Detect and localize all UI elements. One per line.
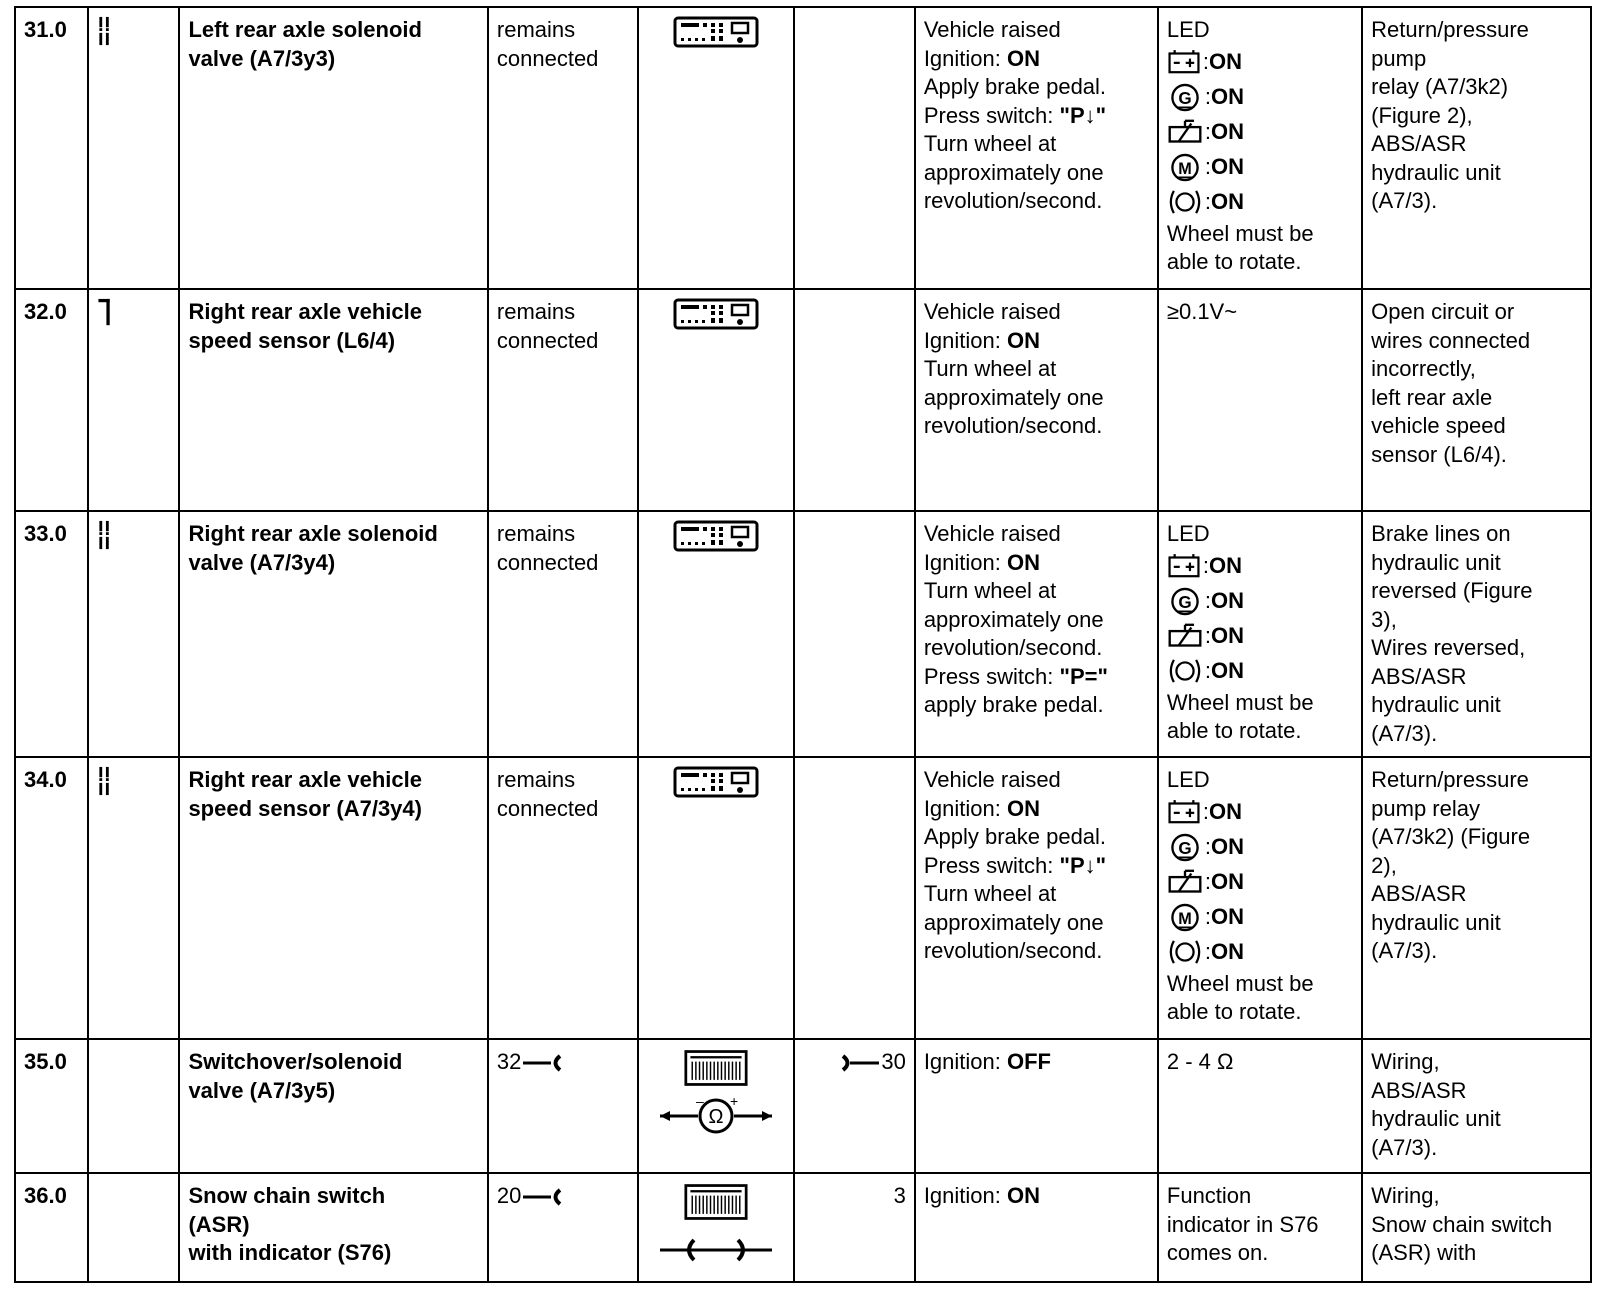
step-number xyxy=(15,757,88,1039)
right-pin xyxy=(841,1049,905,1074)
possible-cause xyxy=(1362,289,1591,511)
nominal-value xyxy=(1158,7,1362,289)
condition-line xyxy=(924,909,1149,938)
led-note-line: able to rotate. xyxy=(1166,718,1302,743)
step-number xyxy=(15,1173,88,1282)
test-type-cell xyxy=(88,1039,180,1173)
table-row xyxy=(15,511,1591,757)
step-number xyxy=(15,511,88,757)
led-status: ON xyxy=(1211,587,1245,613)
condition-line xyxy=(924,823,1149,852)
led-indicator-row: : ON xyxy=(1167,150,1353,185)
led-status: ON xyxy=(1211,188,1245,214)
condition-emphasis: "P↓" xyxy=(1059,852,1107,878)
left-pin-number: 32 xyxy=(496,1049,522,1074)
value-line: indicator in S76 xyxy=(1166,1211,1319,1237)
component-name xyxy=(179,1173,487,1282)
condition-emphasis: ON xyxy=(1006,45,1040,71)
cause-line: Wiring, xyxy=(1371,1183,1440,1208)
led-status: ON xyxy=(1211,833,1245,859)
connection-cell xyxy=(488,511,638,757)
step-number-text: 33.0 xyxy=(24,521,67,546)
component-line: (ASR) xyxy=(188,1211,250,1237)
cause-line: pump xyxy=(1371,45,1427,71)
motor-icon xyxy=(1167,152,1203,183)
led-note-line: Wheel must be xyxy=(1166,220,1314,246)
cause-line: incorrectly, xyxy=(1371,356,1476,381)
component-line: speed sensor (L6/4) xyxy=(188,327,396,353)
cause-line: hydraulic unit xyxy=(1371,909,1501,935)
condition-text: Ignition: xyxy=(923,1183,1007,1208)
cause-line: (Figure 2), xyxy=(1371,102,1473,128)
component-line: speed sensor (A7/3y4) xyxy=(188,795,422,821)
relay-icon xyxy=(1167,623,1203,650)
condition-text: Turn wheel at xyxy=(923,881,1057,906)
left-pin xyxy=(497,1049,563,1074)
nominal-value xyxy=(1158,289,1362,511)
cause-line: (A7/3). xyxy=(1371,1134,1438,1160)
led-indicator-row: : ON xyxy=(1167,584,1353,619)
led-status: ON xyxy=(1211,903,1245,929)
condition-line xyxy=(924,577,1149,606)
component-line: valve (A7/3y4) xyxy=(188,549,336,575)
cause-line: 3), xyxy=(1371,606,1397,632)
tester-icon xyxy=(673,520,759,552)
condition-text: Ignition: xyxy=(923,549,1007,575)
cause-line: reversed (Figure xyxy=(1371,578,1533,603)
condition-text: Press switch: xyxy=(923,102,1060,128)
condition-text: Vehicle raised xyxy=(923,521,1061,546)
battery-icon xyxy=(1167,553,1201,579)
ohmmeter-icon xyxy=(658,1096,774,1136)
component-line: Right rear axle vehicle xyxy=(188,299,422,324)
step-number xyxy=(15,1039,88,1173)
continuity-icon xyxy=(658,1230,774,1270)
condition-line xyxy=(924,298,1149,327)
led-title: LED xyxy=(1166,521,1210,546)
value-text: ≥0.1V~ xyxy=(1166,299,1238,324)
connection-cell xyxy=(488,7,638,289)
battery-icon xyxy=(1167,799,1201,825)
cause-line: ABS/ASR xyxy=(1371,1077,1467,1103)
led-status: ON xyxy=(1211,118,1245,144)
wheel-icon xyxy=(1167,657,1203,685)
nominal-value xyxy=(1158,757,1362,1039)
condition-text: Turn wheel at xyxy=(923,356,1057,381)
tester-cell xyxy=(638,757,794,1039)
value-text: 2 - 4 Ω xyxy=(1166,1049,1234,1074)
condition-text: approximately one xyxy=(923,384,1104,410)
possible-cause xyxy=(1362,7,1591,289)
component-line: valve (A7/3y5) xyxy=(188,1077,336,1103)
component-name xyxy=(179,1039,487,1173)
step-number xyxy=(15,289,88,511)
wheel-icon xyxy=(1167,938,1203,966)
nominal-value xyxy=(1158,511,1362,757)
connector-corner-icon xyxy=(97,298,113,328)
table-body xyxy=(15,7,1591,1282)
right-pin-cell xyxy=(794,511,915,757)
condition-line xyxy=(924,384,1149,413)
condition-text: Ignition: xyxy=(923,327,1007,353)
led-status: ON xyxy=(1211,938,1245,964)
condition-text: Apply brake pedal. xyxy=(923,824,1107,849)
tester-cell xyxy=(638,1173,794,1282)
condition-text: Vehicle raised xyxy=(923,299,1061,324)
connection-cell xyxy=(488,1173,638,1282)
condition-line xyxy=(924,937,1149,966)
tester-cell xyxy=(638,7,794,289)
condition-text: Ignition: xyxy=(923,45,1007,71)
svg-text:Ω: Ω xyxy=(708,1105,724,1128)
condition-line xyxy=(924,1048,1149,1077)
component-line: Switchover/solenoid xyxy=(188,1049,403,1074)
step-number-text: 31.0 xyxy=(24,17,67,42)
led-indicator-row: : ON xyxy=(1167,549,1353,584)
cause-line: Wiring, xyxy=(1371,1049,1440,1074)
cause-line: (A7/3). xyxy=(1371,720,1438,746)
step-number xyxy=(15,7,88,289)
connection-line: connected xyxy=(496,327,599,353)
connection-line: remains xyxy=(496,17,576,42)
tester-icon xyxy=(673,16,759,48)
cause-line: (ASR) with xyxy=(1371,1240,1477,1265)
table-row xyxy=(15,1173,1591,1282)
condition-text: revolution/second. xyxy=(923,413,1103,438)
nominal-value xyxy=(1158,1173,1362,1282)
condition-text: Ignition: xyxy=(923,795,1007,821)
cause-line: Snow chain switch xyxy=(1371,1211,1553,1237)
led-indicator-row: : ON xyxy=(1167,900,1353,935)
generator-icon xyxy=(1167,586,1203,617)
condition-emphasis: ON xyxy=(1006,1183,1040,1208)
test-type-cell xyxy=(88,511,180,757)
condition-text: revolution/second. xyxy=(923,938,1103,963)
cause-line: Wires reversed, xyxy=(1371,635,1526,660)
right-pin-cell xyxy=(794,1173,915,1282)
component-line: with indicator (S76) xyxy=(188,1240,392,1265)
condition-text: Turn wheel at xyxy=(923,578,1057,603)
probe-left-icon xyxy=(523,1188,563,1206)
tester-cell xyxy=(638,289,794,511)
cause-line: Return/pressure xyxy=(1371,17,1529,42)
cause-line: relay (A7/3k2) xyxy=(1371,74,1509,99)
led-title: LED xyxy=(1166,17,1210,42)
right-pin-number: 30 xyxy=(881,1049,906,1074)
cause-line: pump relay xyxy=(1371,795,1480,821)
condition-text: Press switch: xyxy=(923,663,1060,689)
test-conditions xyxy=(915,1173,1158,1282)
tester-cell xyxy=(638,511,794,757)
cause-line: sensor (L6/4). xyxy=(1371,441,1507,467)
value-line: Function xyxy=(1166,1183,1252,1208)
condition-line xyxy=(924,412,1149,441)
connection-line: connected xyxy=(496,45,599,71)
condition-line xyxy=(924,102,1149,131)
possible-cause xyxy=(1362,1173,1591,1282)
connector-split-icon xyxy=(97,520,113,550)
table-row xyxy=(15,7,1591,289)
condition-emphasis: "P↓" xyxy=(1059,102,1107,128)
possible-cause xyxy=(1362,1039,1591,1173)
tester-cell xyxy=(638,1039,794,1173)
relay-icon xyxy=(1167,869,1203,896)
condition-line xyxy=(924,520,1149,549)
condition-line xyxy=(924,795,1149,824)
component-name xyxy=(179,7,487,289)
led-indicator-row: : ON xyxy=(1167,45,1353,80)
cause-line: hydraulic unit xyxy=(1371,159,1501,185)
component-name xyxy=(179,757,487,1039)
condition-text: Press switch: xyxy=(923,852,1060,878)
condition-line xyxy=(924,852,1149,881)
tester-icon xyxy=(673,766,759,798)
connection-line: remains xyxy=(496,299,576,324)
possible-cause xyxy=(1362,511,1591,757)
condition-text: approximately one xyxy=(923,909,1104,935)
condition-line xyxy=(924,130,1149,159)
test-conditions xyxy=(915,1039,1158,1173)
led-note-line: Wheel must be xyxy=(1166,970,1314,996)
cause-line: (A7/3). xyxy=(1371,188,1438,213)
cause-line: vehicle speed xyxy=(1371,413,1506,438)
possible-cause xyxy=(1362,757,1591,1039)
led-indicator-row: : ON xyxy=(1167,185,1353,220)
break-out-box-icon xyxy=(684,1182,748,1222)
led-note-line: Wheel must be xyxy=(1166,689,1314,715)
break-out-box-icon xyxy=(684,1048,748,1088)
led-indicator-row: : ON xyxy=(1167,654,1353,689)
condition-emphasis: ON xyxy=(1006,327,1040,353)
right-pin-cell xyxy=(794,7,915,289)
component-line: Left rear axle solenoid xyxy=(188,17,422,42)
probe-right-icon xyxy=(841,1054,879,1072)
condition-text: Turn wheel at xyxy=(923,131,1057,156)
nominal-value xyxy=(1158,1039,1362,1173)
connection-line: connected xyxy=(496,549,599,575)
motor-icon xyxy=(1167,902,1203,933)
right-pin-cell xyxy=(794,1039,915,1173)
table-row xyxy=(15,289,1591,511)
condition-line xyxy=(924,159,1149,188)
led-indicator-row: : ON xyxy=(1167,935,1353,970)
svg-text:+: + xyxy=(730,1095,739,1109)
component-line: valve (A7/3y3) xyxy=(188,45,336,71)
connection-cell xyxy=(488,757,638,1039)
condition-line xyxy=(924,73,1149,102)
cause-line: Return/pressure xyxy=(1371,767,1529,792)
condition-line xyxy=(924,766,1149,795)
component-name xyxy=(179,511,487,757)
svg-text:–: – xyxy=(696,1095,704,1109)
test-conditions xyxy=(915,7,1158,289)
step-number-text: 34.0 xyxy=(24,767,67,792)
led-status: ON xyxy=(1211,622,1245,648)
condition-text: Ignition: xyxy=(923,1049,1007,1074)
battery-icon xyxy=(1167,49,1201,75)
tester-icon xyxy=(673,298,759,330)
generator-icon xyxy=(1167,82,1203,113)
cause-line: hydraulic unit xyxy=(1371,549,1501,575)
condition-line xyxy=(924,355,1149,384)
cause-line: (A7/3k2) (Figure xyxy=(1371,824,1531,849)
led-indicator-row: : ON xyxy=(1167,115,1353,150)
cause-line: ABS/ASR xyxy=(1371,663,1467,689)
test-conditions xyxy=(915,289,1158,511)
condition-text: apply brake pedal. xyxy=(923,692,1104,717)
led-indicator-row: : ON xyxy=(1167,619,1353,654)
led-title: LED xyxy=(1166,767,1210,792)
test-type-cell xyxy=(88,289,180,511)
connector-split-icon xyxy=(97,16,113,46)
condition-line xyxy=(924,663,1149,692)
condition-line xyxy=(924,327,1149,356)
cause-line: Open circuit or xyxy=(1371,299,1515,324)
led-indicator-row: : ON xyxy=(1167,830,1353,865)
cause-line: Brake lines on xyxy=(1371,521,1511,546)
condition-line xyxy=(924,549,1149,578)
cause-line: left rear axle xyxy=(1371,384,1493,410)
led-status: ON xyxy=(1209,552,1243,578)
right-pin-cell xyxy=(794,757,915,1039)
led-note-line: able to rotate. xyxy=(1166,249,1302,274)
connection-line: remains xyxy=(496,521,576,546)
generator-icon xyxy=(1167,832,1203,863)
test-type-cell xyxy=(88,757,180,1039)
led-indicator-row: : ON xyxy=(1167,80,1353,115)
table-row xyxy=(15,757,1591,1039)
test-conditions xyxy=(915,511,1158,757)
right-pin-number: 3 xyxy=(893,1183,906,1208)
condition-emphasis: OFF xyxy=(1006,1049,1051,1074)
step-number-text: 35.0 xyxy=(24,1049,67,1074)
component-line: Right rear axle solenoid xyxy=(188,521,438,546)
component-line: Right rear axle vehicle xyxy=(188,767,422,792)
led-status: ON xyxy=(1211,868,1245,894)
connection-cell xyxy=(488,1039,638,1173)
condition-emphasis: "P=" xyxy=(1059,663,1108,689)
cause-line: ABS/ASR xyxy=(1371,131,1467,156)
table-row xyxy=(15,1039,1591,1173)
condition-line xyxy=(924,880,1149,909)
test-conditions xyxy=(915,757,1158,1039)
step-number-text: 36.0 xyxy=(24,1183,67,1208)
cause-line: hydraulic unit xyxy=(1371,1106,1501,1131)
connection-line: connected xyxy=(496,795,599,821)
probe-left-icon xyxy=(523,1054,563,1072)
condition-line xyxy=(924,606,1149,635)
condition-text: revolution/second. xyxy=(923,635,1103,660)
led-note-line: able to rotate. xyxy=(1166,999,1302,1024)
value-line: comes on. xyxy=(1166,1240,1269,1265)
cause-line: (A7/3). xyxy=(1371,938,1438,963)
test-type-cell xyxy=(88,1173,180,1282)
cause-line: 2), xyxy=(1371,852,1397,878)
condition-text: approximately one xyxy=(923,159,1104,185)
relay-icon xyxy=(1167,119,1203,146)
cause-line: wires connected xyxy=(1371,327,1531,353)
wheel-icon xyxy=(1167,188,1203,216)
condition-text: revolution/second. xyxy=(923,188,1103,213)
cause-line: ABS/ASR xyxy=(1371,881,1467,906)
test-type-cell xyxy=(88,7,180,289)
condition-line xyxy=(924,45,1149,74)
led-status: ON xyxy=(1211,153,1245,179)
condition-text: Vehicle raised xyxy=(923,767,1061,792)
component-name xyxy=(179,289,487,511)
component-line: Snow chain switch xyxy=(188,1183,386,1208)
led-status: ON xyxy=(1209,48,1243,74)
condition-text: Vehicle raised xyxy=(923,17,1061,42)
connection-line: remains xyxy=(496,767,576,792)
condition-text: approximately one xyxy=(923,606,1104,632)
left-pin-number: 20 xyxy=(496,1183,522,1208)
left-pin xyxy=(497,1183,563,1208)
led-indicator-row: : ON xyxy=(1167,795,1353,830)
diagnostic-table xyxy=(14,6,1592,1283)
condition-emphasis: ON xyxy=(1006,795,1040,821)
connection-cell xyxy=(488,289,638,511)
cause-line: hydraulic unit xyxy=(1371,692,1501,717)
led-status: ON xyxy=(1211,657,1245,683)
condition-line xyxy=(924,187,1149,216)
step-number-text: 32.0 xyxy=(24,299,67,324)
led-status: ON xyxy=(1211,83,1245,109)
condition-emphasis: ON xyxy=(1006,549,1040,575)
condition-text: Apply brake pedal. xyxy=(923,74,1107,99)
condition-line xyxy=(924,1182,1149,1211)
led-status: ON xyxy=(1209,798,1243,824)
condition-line xyxy=(924,691,1149,720)
condition-line xyxy=(924,16,1149,45)
right-pin xyxy=(894,1183,906,1208)
led-indicator-row: : ON xyxy=(1167,865,1353,900)
condition-line xyxy=(924,634,1149,663)
connector-split-icon xyxy=(97,766,113,796)
right-pin-cell xyxy=(794,289,915,511)
